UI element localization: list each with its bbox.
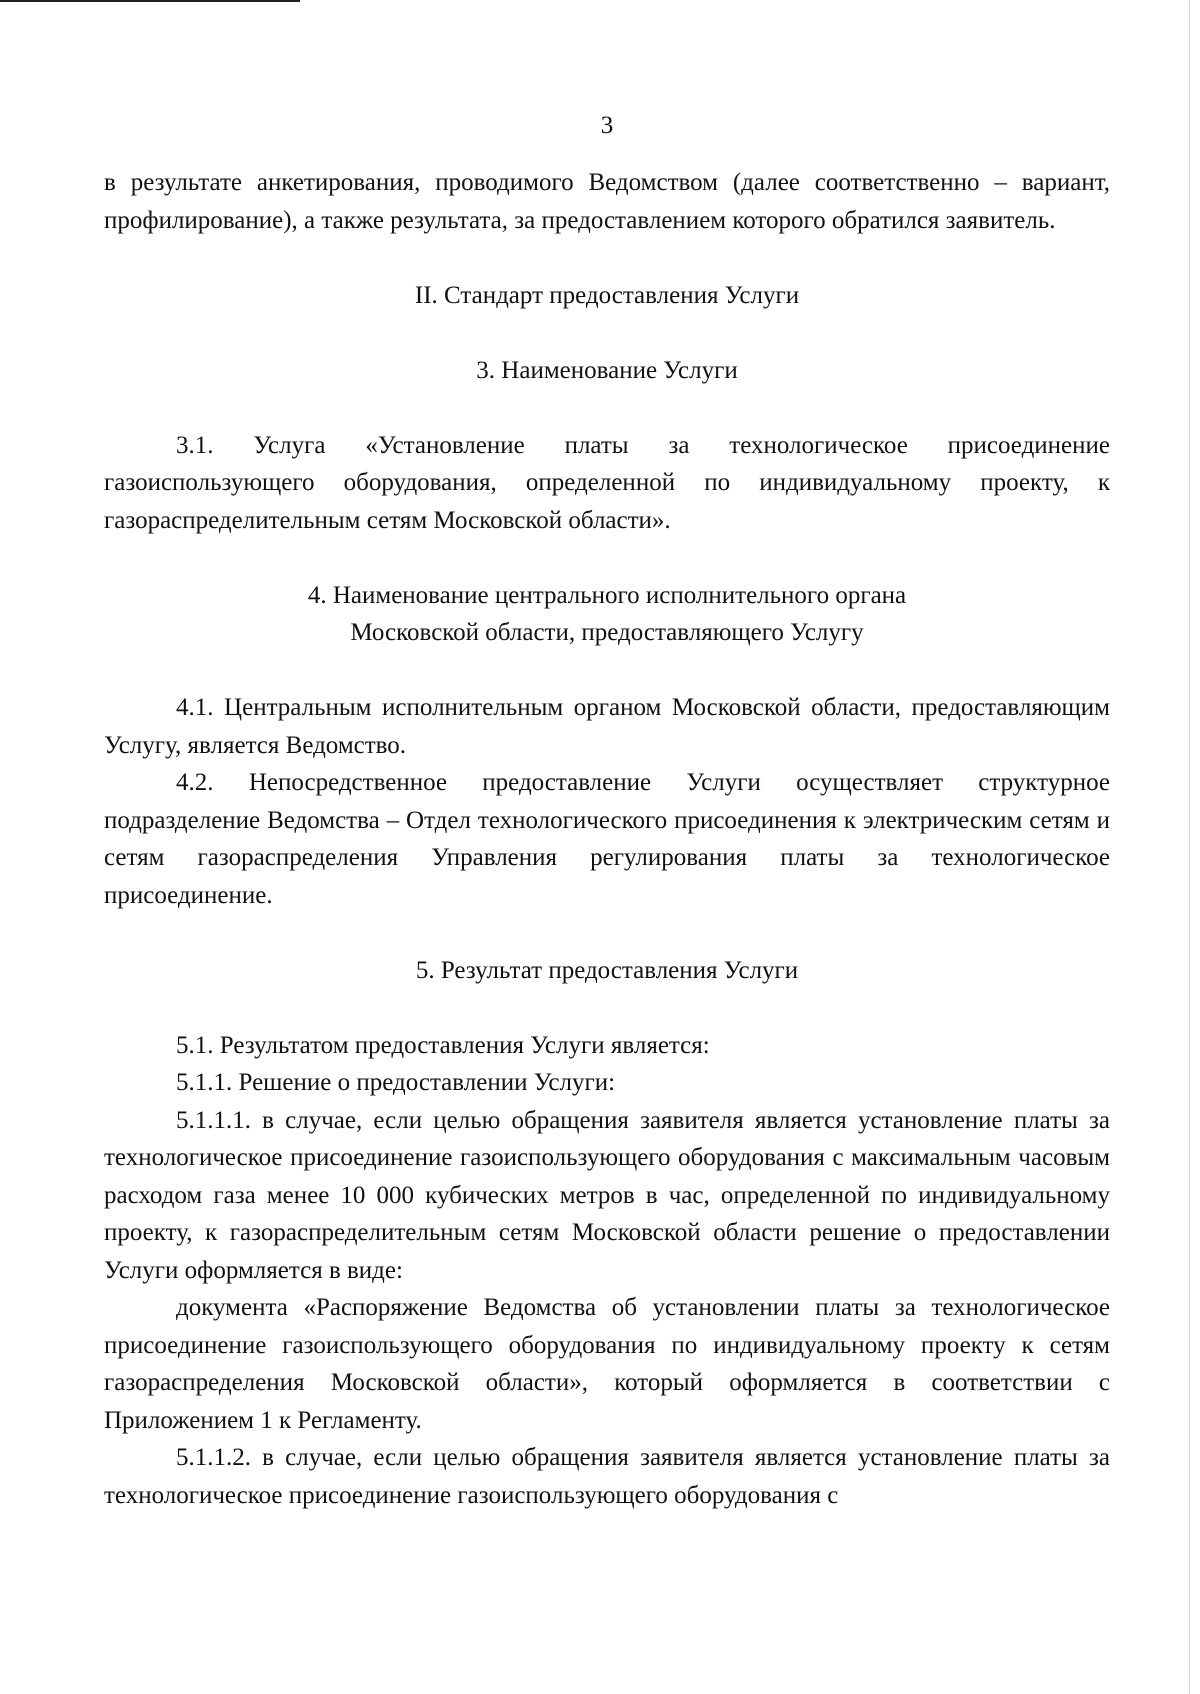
spacer <box>104 652 1110 690</box>
spacer <box>104 539 1110 577</box>
spacer <box>104 314 1110 352</box>
paragraph-5-1-1-1: 5.1.1.1. в случае, если целью обращения заявителя является установление платы за технологическое присоединение газоиспользующего оборудования с максимальным часовым расходом газа менее 10 000 кубических метров в час, определенной по индивидуальному проекту, к газораспределительным сетям Московской области решение о предоставлении Услуги оформляется в виде: <box>104 1106 1110 1284</box>
document-page <box>104 108 1110 1514</box>
heading-line-1: 4. Наименование центрального исполнительного органа <box>307 581 907 609</box>
right-edge-rule <box>1189 0 1190 1694</box>
paragraph-intro-continuation: в результате анкетирования, проводимого Ведомством (далее соответственно – вариант, профилирование), а также результата, за предоставлением которого обратился заявитель. <box>104 169 1110 234</box>
paragraph-4-1: 4.1. Центральным исполнительным органом Московской области, предоставляющим Услугу, является Ведомство. <box>104 694 1110 759</box>
subsection-heading-result: 5. Результат предоставления Услуги <box>415 956 799 984</box>
paragraph-5-1-1: 5.1.1. Решение о предоставлении Услуги: <box>176 1069 616 1096</box>
spacer <box>104 914 1110 952</box>
heading-line-2: Московской области, предоставляющего Услугу <box>350 619 864 646</box>
page-number: 3 <box>600 112 614 139</box>
top-edge-rule <box>0 0 300 2</box>
subsection-heading-service-name: 3. Наименование Услуги <box>476 356 738 384</box>
section-heading-standard: II. Стандарт предоставления Услуги <box>414 281 800 309</box>
spacer <box>104 389 1110 427</box>
paragraph-5-1-1-2: 5.1.1.2. в случае, если целью обращения заявителя является установление платы за технологическое присоединение газоиспользующего оборудования с <box>104 1444 1110 1509</box>
subsection-heading-authority <box>104 577 1110 652</box>
spacer <box>104 989 1110 1027</box>
paragraph-document-order: документа «Распоряжение Ведомства об установлении платы за технологическое присоединение газоиспользующего оборудования по индивидуальному проекту к сетям газораспределения Московской области», который оформляется в соответствии с Приложением 1 к Регламенту. <box>104 1294 1110 1434</box>
paragraph-3-1: 3.1. Услуга «Установление платы за технологическое присоединение газоиспользующего оборудования, определенной по индивидуальному проекту, к газораспределительным сетям Московской области». <box>104 431 1110 534</box>
paragraph-5-1: 5.1. Результатом предоставления Услуги является: <box>176 1031 710 1059</box>
spacer <box>104 239 1110 277</box>
paragraph-4-2: 4.2. Непосредственное предоставление Услуги осуществляет структурное подразделение Ведомства – Отдел технологического присоединения к электрическим сетям и сетям газораспределения Управления регулирования платы за технологическое присоединение. <box>104 769 1110 909</box>
